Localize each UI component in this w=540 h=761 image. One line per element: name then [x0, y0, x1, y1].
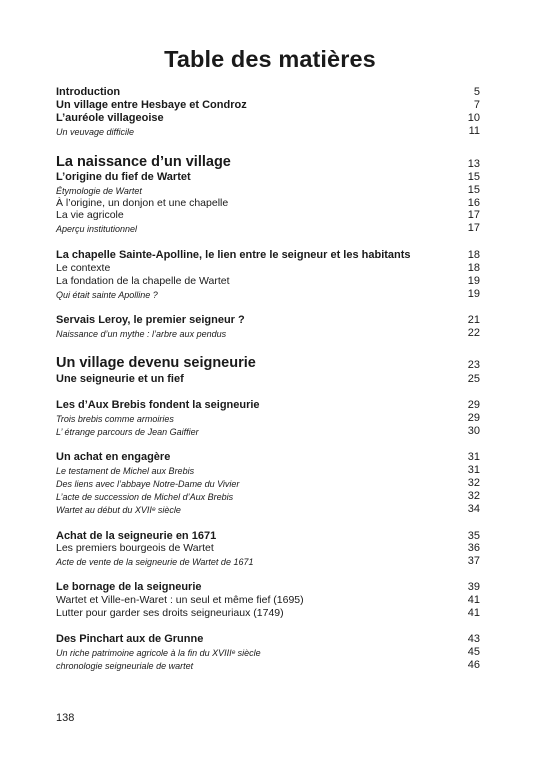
- toc-entry-page: 19: [467, 275, 480, 287]
- toc-entry-title: Introduction: [56, 86, 121, 98]
- toc-entry-page: 17: [467, 209, 480, 221]
- toc-entry: [56, 273, 480, 287]
- toc-entry-title: Un riche patrimoine agricole à la fin du XVIIIᵉ siècle: [56, 648, 261, 658]
- toc-entry-title: L’acte de succession de Michel d’Aux Brebis: [56, 492, 234, 502]
- toc-entry-page: 32: [467, 490, 480, 502]
- toc-entry-title: Le contexte: [56, 262, 111, 274]
- toc-entry-title: Wartet au début du XVIIᵉ siècle: [56, 505, 181, 515]
- toc-entry-title: Qui était sainte Apolline ?: [56, 290, 158, 300]
- toc-entry-page: 43: [467, 633, 480, 645]
- toc-entry-page: 31: [467, 464, 480, 476]
- toc-entry: [56, 260, 480, 274]
- toc-entry-page: 39: [467, 581, 480, 593]
- toc-entry-title: Trois brebis comme armoiries: [56, 414, 174, 424]
- toc-entry: [56, 423, 480, 437]
- toc-entry-page: 18: [467, 262, 480, 274]
- toc-entry: [56, 644, 480, 658]
- toc-entry-title: L’origine du fief de Wartet: [56, 171, 191, 183]
- toc-entry-title: Un achat en engagère: [56, 451, 171, 463]
- toc-entry-title: Des liens avec l’abbaye Notre-Dame du Vivier: [56, 479, 240, 489]
- toc-entry: [56, 488, 480, 502]
- toc-entry: [56, 247, 480, 261]
- toc-entry: [56, 110, 480, 124]
- toc-entry-title: Étymologie de Wartet: [56, 186, 142, 196]
- toc-entry-title: Un veuvage difficile: [56, 127, 135, 137]
- toc-entry-page: 23: [467, 359, 480, 371]
- toc-entry: [56, 169, 480, 183]
- toc-entry-title: La fondation de la chapelle de Wartet: [56, 275, 230, 287]
- toc-entry-title: La vie agricole: [56, 209, 124, 221]
- toc-entry-page: 5: [473, 86, 480, 98]
- toc-entry-title: L’ étrange parcours de Jean Gaiffier: [56, 427, 199, 437]
- toc-entry-page: 46: [467, 659, 480, 671]
- toc-entry-title: Une seigneurie et un fief: [56, 373, 184, 385]
- toc-entry: [56, 540, 480, 554]
- toc-entry-title: Naissance d’un mythe : l’arbre aux pendus: [56, 329, 227, 339]
- toc-entry: [56, 449, 480, 463]
- toc-entry-page: 25: [467, 373, 480, 385]
- toc-entry: [56, 462, 480, 476]
- toc-entry: [56, 84, 480, 98]
- toc-entry-page: 15: [467, 171, 480, 183]
- toc-entry-title: À l’origine, un donjon et une chapelle: [56, 197, 229, 209]
- toc-entry: [56, 553, 480, 567]
- toc-entry: [56, 371, 480, 385]
- toc-entry: [56, 410, 480, 424]
- toc-entry: [56, 657, 480, 671]
- toc-entry-title: L’auréole villageoise: [56, 112, 164, 124]
- toc-entry-page: 37: [467, 555, 480, 567]
- toc-entry-title: Un village entre Hesbaye et Condroz: [56, 99, 247, 111]
- toc-entry-page: 11: [468, 125, 480, 137]
- toc-entry-page: 31: [467, 451, 480, 463]
- toc-entry-title: Lutter pour garder ses droits seigneuriaux (1749): [56, 607, 284, 619]
- toc-entry-page: 35: [467, 530, 480, 542]
- toc-entry-page: 45: [467, 646, 480, 658]
- toc-entry: [56, 325, 480, 339]
- toc-entry: [56, 286, 480, 300]
- toc-entry: [56, 207, 480, 221]
- toc-entry: [56, 156, 480, 170]
- toc-entry: [56, 579, 480, 593]
- toc-entry-page: 13: [467, 158, 480, 170]
- toc-entry-page: 7: [473, 99, 480, 111]
- toc-entry-page: 16: [467, 197, 480, 209]
- toc-entry-page: 29: [467, 412, 480, 424]
- toc-entry-page: 41: [467, 607, 480, 619]
- toc-entry-title: Un village devenu seigneurie: [56, 355, 256, 371]
- toc-entry-title: Achat de la seigneurie en 1671: [56, 530, 217, 542]
- toc-entry-page: 30: [467, 425, 480, 437]
- toc-entry: [56, 357, 480, 371]
- toc-entry: [56, 123, 480, 137]
- toc-entry-title: Le testament de Michel aux Brebis: [56, 466, 195, 476]
- toc-entry-page: 17: [467, 222, 480, 234]
- toc-entry: [56, 501, 480, 515]
- toc-entry-title: Aperçu institutionnel: [56, 224, 138, 234]
- toc-entry: [56, 592, 480, 606]
- toc-entry-title: Les d’Aux Brebis fondent la seigneurie: [56, 399, 260, 411]
- toc-entry-page: 15: [467, 184, 480, 196]
- toc-entry-page: 34: [467, 503, 480, 515]
- toc-entry: [56, 312, 480, 326]
- toc-entry-title: Wartet et Ville-en-Waret : un seul et même fief (1695): [56, 594, 304, 606]
- toc-entry-page: 41: [467, 594, 480, 606]
- toc-entry-title: chronologie seigneuriale de wartet: [56, 661, 194, 671]
- toc-entry-page: 19: [467, 288, 480, 300]
- toc-entry: [56, 397, 480, 411]
- toc-entry-title: Servais Leroy, le premier seigneur ?: [56, 314, 245, 326]
- toc-entry-page: 10: [467, 112, 480, 124]
- toc-entry-title: Des Pinchart aux de Grunne: [56, 633, 204, 645]
- toc-entry-title: La chapelle Sainte-Apolline, le lien entre le seigneur et les habitants: [56, 249, 411, 261]
- toc-entry: [56, 97, 480, 111]
- toc-entry-page: 29: [467, 399, 480, 411]
- toc-entry-title: Le bornage de la seigneurie: [56, 581, 202, 593]
- toc-entry: [56, 475, 480, 489]
- page-title: Table des matières: [164, 46, 376, 72]
- toc-entry-page: 32: [467, 477, 480, 489]
- page-number: 138: [56, 712, 75, 724]
- toc-entry: [56, 182, 480, 196]
- toc-entry: [56, 631, 480, 645]
- toc-entry-page: 21: [467, 314, 480, 326]
- toc-entry-title: Acte de vente de la seigneurie de Wartet de 1671: [56, 557, 254, 567]
- toc-entry: [56, 605, 480, 619]
- toc-entry-title: La naissance d’un village: [56, 154, 231, 170]
- toc-entry-page: 18: [467, 249, 480, 261]
- toc-entry-page: 22: [467, 327, 480, 339]
- toc-entry-title: Les premiers bourgeois de Wartet: [56, 542, 214, 554]
- toc-entry: [56, 220, 480, 234]
- toc-entry-page: 36: [467, 542, 480, 554]
